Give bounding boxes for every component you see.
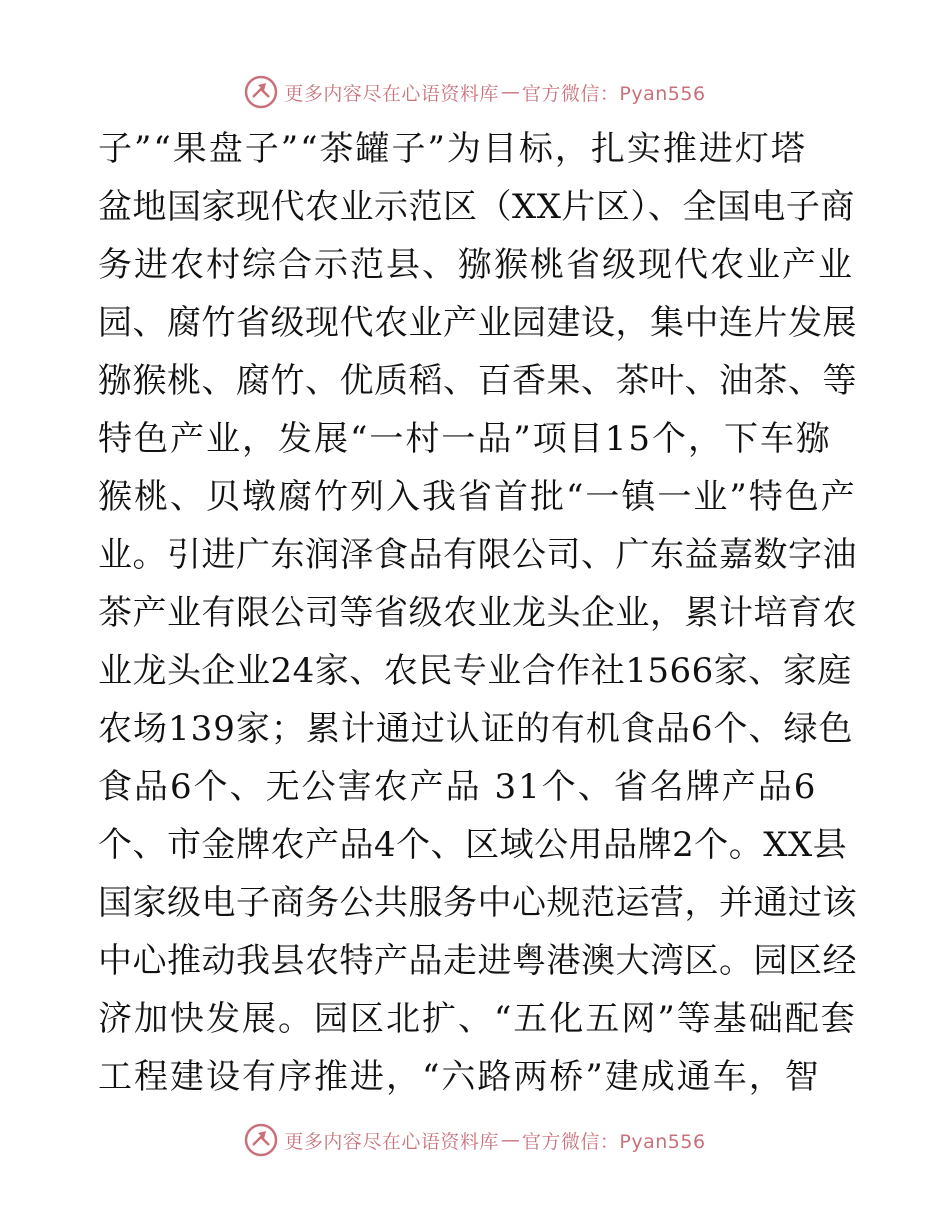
- text-line: 个、市金牌农产品4个、区域公用品牌2个。XX县: [98, 825, 848, 865]
- watermark-site-text: 更多内容尽在心语资料库: [284, 1130, 499, 1153]
- text-line: 农场139家；累计通过认证的有机食品6个、绿色: [98, 709, 854, 749]
- document-body: [98, 120, 858, 1106]
- book-pen-logo-icon: [244, 75, 278, 109]
- text-line: 工程建设有序推进，“六路两桥”建成通车，智: [98, 1057, 821, 1097]
- text-line: 业。引进广东润泽食品有限公司、广东益嘉数字油: [98, 535, 857, 575]
- text-line: 国家级电子商务公共服务中心规范运营，并通过该: [98, 883, 857, 923]
- text-line: 猕猴桃、腐竹、优质稻、百香果、茶叶、油茶、等: [98, 361, 857, 401]
- text-line: 子”“果盘子”“茶罐子”为目标，扎实推进灯塔: [98, 129, 807, 169]
- text-line: 中心推动我县农特产品走进粤港澳大湾区。园区经: [98, 941, 857, 981]
- text-line: 业龙头企业24家、农民专业合作社1566家、家庭: [98, 651, 852, 691]
- text-line: 盆地国家现代农业示范区（XX片区）、全国电子商: [98, 187, 855, 227]
- watermark-separator: —: [500, 81, 520, 103]
- text-line: 园、腐竹省级现代农业产业园建设，集中连片发展: [98, 303, 857, 343]
- footer-watermark: [0, 1120, 950, 1160]
- watermark-wechat-text: 官方微信：Pyan556: [521, 1130, 706, 1153]
- watermark-site-text: 更多内容尽在心语资料库: [284, 82, 499, 105]
- text-line: 猴桃、贝墩腐竹列入我省首批“一镇一业”特色产: [98, 477, 857, 517]
- header-watermark: [0, 72, 950, 112]
- watermark-wechat-text: 官方微信：Pyan556: [521, 82, 706, 105]
- watermark-separator: —: [500, 1129, 520, 1151]
- text-line: 特色产业，发展“一村一品”项目15个，下车猕: [98, 419, 833, 459]
- text-line: 茶产业有限公司等省级农业龙头企业，累计培育农: [98, 593, 857, 633]
- text-line: 济加快发展。园区北扩、“五化五网”等基础配套: [98, 999, 857, 1039]
- book-pen-logo-icon: [244, 1123, 278, 1157]
- text-line: 务进农村综合示范县、猕猴桃省级现代农业产业: [98, 245, 854, 285]
- text-line: 食品6个、无公害农产品 31个、省名牌产品6: [98, 767, 818, 807]
